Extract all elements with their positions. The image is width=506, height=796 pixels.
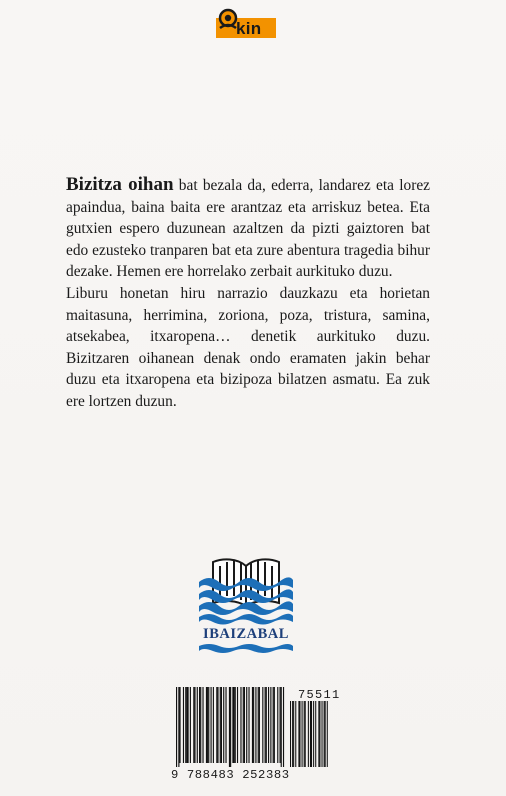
barcode-bar [190,687,191,763]
barcode-bar [270,687,271,763]
barcode-addon-bar [310,701,311,767]
barcode-bar [232,687,233,763]
blurb-paragraph-1-body: bat bezala da, ederra, landarez eta lorez apaindua, baina baita ere arantzaz eta arriskuz betea. Eta gutxien espero duzunean azaltzen da pizti gaiztoren bat edo ezusteko tranparen bat eta zure abentura tragedia bihur dezake. Hemen ere horrelako zerbait aurkituko duzu. [66,177,430,281]
barcode-bar [240,687,241,763]
barcode-addon-bar [290,701,291,767]
barcode-bar [197,687,198,763]
barcode-bar [268,687,269,763]
barcode-bar [179,687,180,763]
blurb-paragraph-2: Liburu honetan hiru narrazio dauzkazu eta horietan maitasuna, herrimina, zoriona, poza, tristura, samina, atsekabea, itxaropena… denetik aurkituko duzu. Bizitzaren oihanean denak ondo eramaten jakin behar duzu eta itxaropena eta bizipoza bilatzen asmatu. Ea zuk ere lortzen duzun. [66,284,430,410]
barcode-bar [185,687,186,763]
barcode-addon-bar [311,701,312,767]
barcode-addon-bar [327,701,328,767]
barcode-bar [183,687,184,763]
open-book-waves-icon [197,546,295,626]
ekin-logo [214,8,278,40]
barcode-bar [280,687,281,763]
barcode-addon-bar [298,701,299,767]
publisher-name: IBAIZABAL [203,626,289,642]
blurb-lead: Bizitza oihan [66,174,174,195]
barcode-bar [193,687,194,763]
barcode-addon-bar [322,701,323,767]
barcode-addon-bar [325,701,326,767]
barcode-addon-bar [308,701,309,767]
barcode-bar [244,687,245,763]
barcode-bar [283,687,284,767]
barcode-bar [258,687,259,763]
barcode-bar [265,687,266,763]
barcode-bar [199,687,200,763]
barcode-bar [277,687,278,763]
barcode-addon-bar [313,701,314,767]
ean-number: 9 788483 252383 [171,768,290,782]
barcode-bar [259,687,260,763]
barcode-bar [200,687,201,763]
barcode-bar [237,687,238,763]
barcode-bar [248,687,249,763]
publisher-waves-icon [197,642,295,666]
blurb-text [66,174,430,413]
barcode-addon-bar [302,701,303,767]
barcode-bar [220,687,221,763]
barcode-bar [229,687,230,767]
barcode-addon-bar [299,701,300,767]
barcode-bar [186,687,187,763]
barcode-bar [211,687,212,763]
barcode-bar [273,687,274,763]
barcode-bar [246,687,247,763]
barcode-bar [216,687,217,763]
blurb-paragraph-1 [66,174,430,283]
barcode-bar [208,687,209,763]
barcode-bar [234,687,235,763]
addon-number: 75511 [298,688,341,702]
logo-text: kin [236,19,262,38]
barcode-bar [217,687,218,763]
barcode-bar [255,687,256,763]
barcode-bar [178,687,179,767]
barcode-bar [252,687,253,763]
barcode-addon-bar [305,701,306,767]
barcode-bar [230,687,231,767]
barcode-bar [221,687,222,763]
barcode-bar [262,687,263,763]
barcode-addon-bar [304,701,305,767]
barcode-bar [253,687,254,763]
barcode-bar [243,687,244,763]
barcode-addon-bar [292,701,293,767]
barcode-bar [266,687,267,763]
barcode-bar [274,687,275,763]
barcode-bar [213,687,214,763]
barcode-bar [225,687,226,763]
barcode-addon-bar [319,701,320,767]
barcode-bar [207,687,208,763]
barcode-addon-bar [315,701,316,767]
barcode-addon-bar [324,701,325,767]
barcode-addon-bar [295,701,296,767]
barcode-bar [206,687,207,763]
barcode-bar [235,687,236,763]
barcode-bar [223,687,224,763]
publisher-logo [197,546,295,656]
barcode-bar [176,687,177,767]
barcode-bar [202,687,203,763]
barcode-bar [188,687,189,763]
barcode-bar [281,687,282,767]
barcode-bar [194,687,195,763]
barcode-addon-bar [318,701,319,767]
barcode-addon-bar [293,701,294,767]
